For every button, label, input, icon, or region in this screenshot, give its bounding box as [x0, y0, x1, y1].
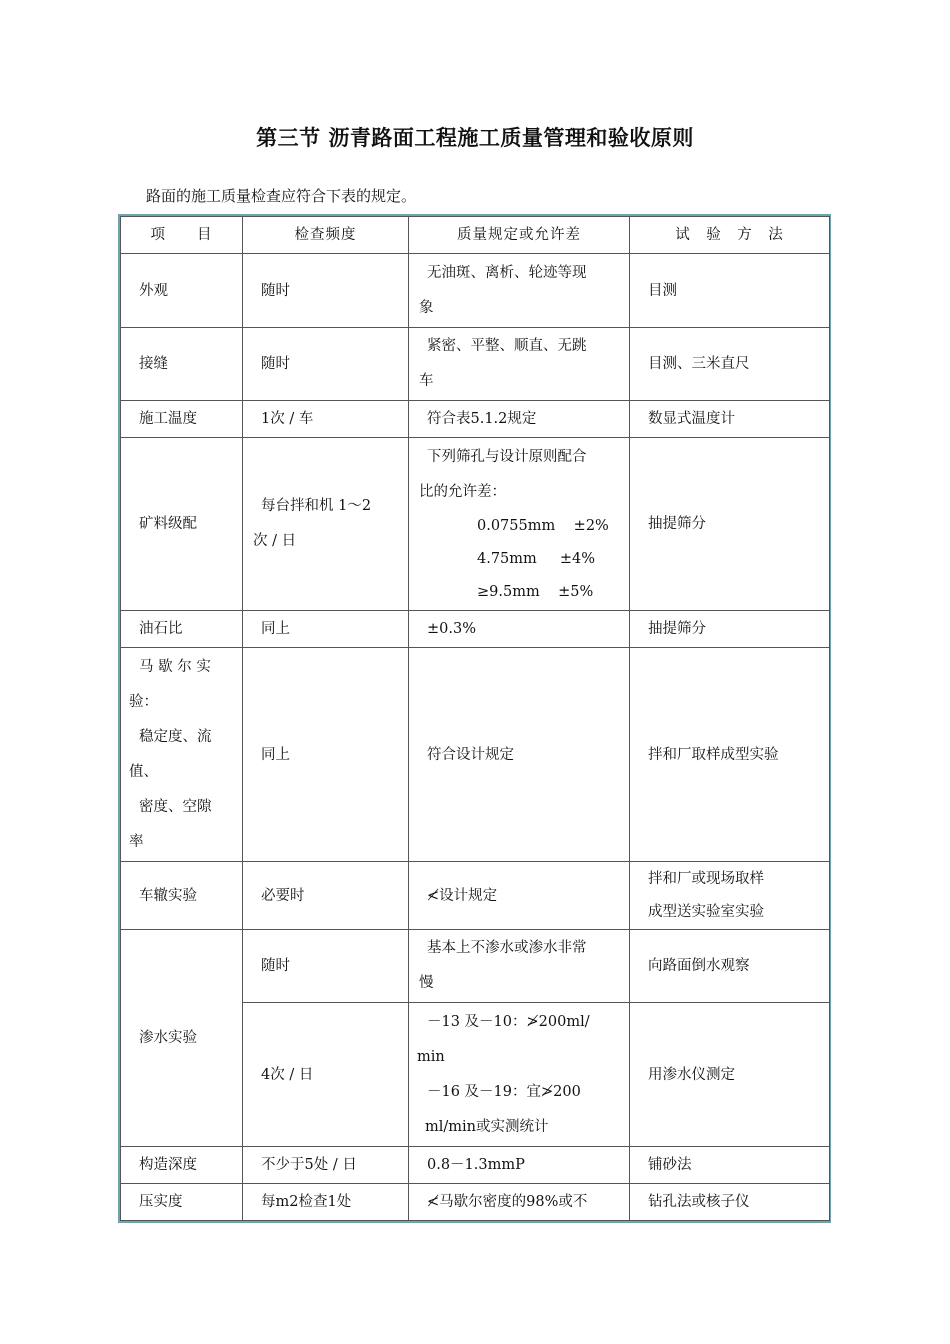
quality-table — [118, 214, 831, 1223]
cell-item: 马 歇 尔 实 验： 稳定度、流 值、 密度、空隙 率 — [121, 648, 243, 862]
cell-item: 外观 — [121, 254, 243, 328]
cell-item: 接缝 — [121, 328, 243, 401]
table-header-row — [121, 217, 830, 254]
cell-method: 钻孔法或核子仪 — [630, 1184, 830, 1221]
table-row — [121, 611, 830, 648]
cell-frequency: 随时 — [243, 930, 409, 1003]
cell-frequency: 随时 — [243, 254, 409, 328]
cell-frequency: 不少于5处 / 日 — [243, 1147, 409, 1184]
cell-method: 拌和厂取样成型实验 — [630, 648, 830, 862]
table-row — [121, 401, 830, 438]
cell-requirement: 无油斑、离析、轮迹等现 象 — [409, 254, 630, 328]
cell-item: 压实度 — [121, 1184, 243, 1221]
cell-item: 构造深度 — [121, 1147, 243, 1184]
cell-requirement: ≮马歇尔密度的98%或不 — [409, 1184, 630, 1221]
cell-frequency: 1次 / 车 — [243, 401, 409, 438]
cell-frequency: 4次 / 日 — [243, 1003, 409, 1147]
cell-method: 抽提筛分 — [630, 438, 830, 611]
header-requirement: 质量规定或允许差 — [409, 217, 630, 254]
cell-method: 铺砂法 — [630, 1147, 830, 1184]
cell-requirement: 基本上不渗水或渗水非常 慢 — [409, 930, 630, 1003]
cell-method: 抽提筛分 — [630, 611, 830, 648]
table-row — [121, 930, 830, 1003]
cell-requirement: 符合表5.1.2规定 — [409, 401, 630, 438]
cell-item: 油石比 — [121, 611, 243, 648]
cell-frequency: 同上 — [243, 611, 409, 648]
table-row — [121, 1147, 830, 1184]
cell-frequency: 随时 — [243, 328, 409, 401]
table-row — [121, 254, 830, 328]
cell-item: 渗水实验 — [121, 930, 243, 1147]
cell-method: 目测 — [630, 254, 830, 328]
cell-requirement: －13 及－10：≯200ml/ min －16 及－19：宜≯200 ml/min或实测统计 — [409, 1003, 630, 1147]
cell-requirement: ±0.3% — [409, 611, 630, 648]
cell-requirement: 下列筛孔与设计原则配合 比的允许差： 0.0755mm ±2% 4.75mm ±4% ≥9.5mm ±5% — [409, 438, 630, 611]
page-title: 第三节 沥青路面工程施工质量管理和验收原则 — [256, 126, 694, 150]
table-row — [121, 328, 830, 401]
cell-method: 目测、三米直尺 — [630, 328, 830, 401]
cell-requirement: ≮设计规定 — [409, 862, 630, 930]
table-row — [121, 648, 830, 862]
cell-frequency: 每m2检查1处 — [243, 1184, 409, 1221]
cell-method: 数显式温度计 — [630, 401, 830, 438]
intro-text: 路面的施工质量检查应符合下表的规定。 — [146, 187, 417, 205]
table-row — [121, 438, 830, 611]
cell-method: 拌和厂或现场取样 成型送实验室实验 — [630, 862, 830, 930]
cell-item: 矿料级配 — [121, 438, 243, 611]
cell-item: 车辙实验 — [121, 862, 243, 930]
table-row — [121, 1184, 830, 1221]
table-row — [121, 862, 830, 930]
header-method: 试 验 方 法 — [630, 217, 830, 254]
cell-frequency: 必要时 — [243, 862, 409, 930]
cell-requirement: 符合设计规定 — [409, 648, 630, 862]
header-frequency: 检查频度 — [243, 217, 409, 254]
header-item: 项 目 — [121, 217, 243, 254]
cell-frequency: 同上 — [243, 648, 409, 862]
cell-frequency: 每台拌和机 1～2 次 / 日 — [243, 438, 409, 611]
cell-requirement: 0.8－1.3mmP — [409, 1147, 630, 1184]
cell-requirement: 紧密、平整、顺直、无跳 车 — [409, 328, 630, 401]
cell-method: 向路面倒水观察 — [630, 930, 830, 1003]
cell-method: 用渗水仪测定 — [630, 1003, 830, 1147]
cell-item: 施工温度 — [121, 401, 243, 438]
